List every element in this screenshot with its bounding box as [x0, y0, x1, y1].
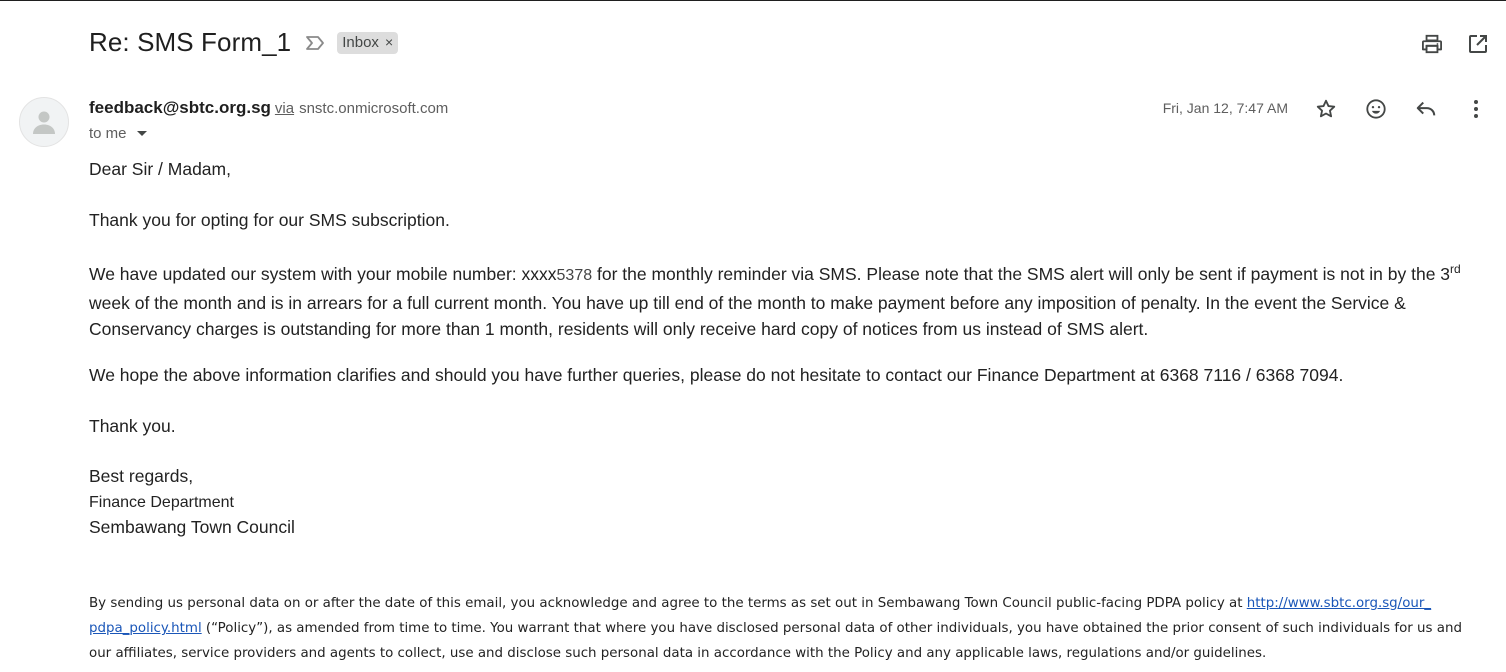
- message-date: Fri, Jan 12, 7:47 AM: [1162, 100, 1288, 116]
- email-subject: Re: SMS Form_1: [89, 27, 292, 57]
- ordinal-suffix: rd: [1450, 262, 1461, 276]
- sign-off: Best regards,: [89, 466, 194, 486]
- thank-you-line: Thank you.: [89, 416, 176, 436]
- contact-paragraph: We hope the above information clarifies and should you have further queries, please do not hesitate to contact our Finance Department at 6368 7116 / 6368 7094.: [89, 365, 1344, 385]
- top-actions: [1420, 32, 1490, 56]
- emoji-icon[interactable]: [1364, 97, 1388, 121]
- star-icon[interactable]: [1314, 97, 1338, 121]
- open-in-new-window-icon[interactable]: [1466, 32, 1490, 56]
- sender-line: [89, 98, 448, 118]
- recipient-text: to me: [89, 125, 127, 142]
- mobile-number-digits: 5378: [556, 267, 593, 284]
- label-chip-text: Inbox: [342, 33, 379, 51]
- signature-department: Finance Department: [89, 494, 234, 511]
- greeting: Dear Sir / Madam,: [89, 159, 231, 179]
- label-chip-inbox[interactable]: [337, 32, 398, 54]
- person-icon: [32, 109, 56, 135]
- sender-email[interactable]: feedback@sbtc.org.sg: [89, 98, 271, 117]
- reply-icon[interactable]: [1414, 97, 1438, 121]
- disclaimer-start: By sending us personal data on or after the date of this email, you acknowledge and agree to the terms as set out in Sembawang Town Council public-facing PDPA policy at: [89, 596, 1247, 611]
- print-icon[interactable]: [1420, 32, 1444, 56]
- pdpa-disclaimer: [89, 591, 1484, 666]
- main-paragraph-start: We have updated our system with your mobile number: xxxx: [89, 264, 557, 284]
- more-vert-icon[interactable]: [1464, 97, 1488, 121]
- message-actions: [1314, 97, 1488, 121]
- important-marker-icon[interactable]: [305, 34, 327, 52]
- disclaimer-end: (“Policy”), as amended from time to time. You warrant that where you have disclosed personal data of other individuals, you have obtained the prior consent of such individuals for us and our affiliates, service providers and agents to collect, use and disclose such personal data in accordance with the Policy and any applicable laws, regulations and/or guidelines.: [89, 621, 1462, 661]
- sender-avatar[interactable]: [19, 97, 69, 147]
- thanks-paragraph: Thank you for opting for our SMS subscription.: [89, 210, 450, 230]
- signature-organization: Sembawang Town Council: [89, 517, 295, 537]
- chevron-down-icon: [137, 131, 147, 136]
- via-domain: snstc.onmicrosoft.com: [299, 100, 449, 117]
- remove-label-icon[interactable]: ×: [384, 34, 394, 50]
- main-paragraph-middle: for the monthly reminder via SMS. Please note that the SMS alert will only be sent if payment is not in by the 3: [592, 264, 1451, 284]
- main-paragraph-end: week of the month and is in arrears for a full current month. You have up till end of the month to make payment before any imposition of penalty. In the event the Service & Conservancy charges is outstanding for more than 1 month, residents will only receive hard copy of notices from us instead of SMS alert.: [89, 292, 1406, 339]
- subject-row: [89, 27, 398, 58]
- recipient-details-toggle[interactable]: [89, 125, 147, 142]
- main-paragraph: [89, 261, 1484, 343]
- pdpa-policy-link[interactable]: http://www.sbtc.org.sg/our_ pdpa_policy.html: [89, 596, 1432, 636]
- via-link[interactable]: via: [274, 100, 295, 117]
